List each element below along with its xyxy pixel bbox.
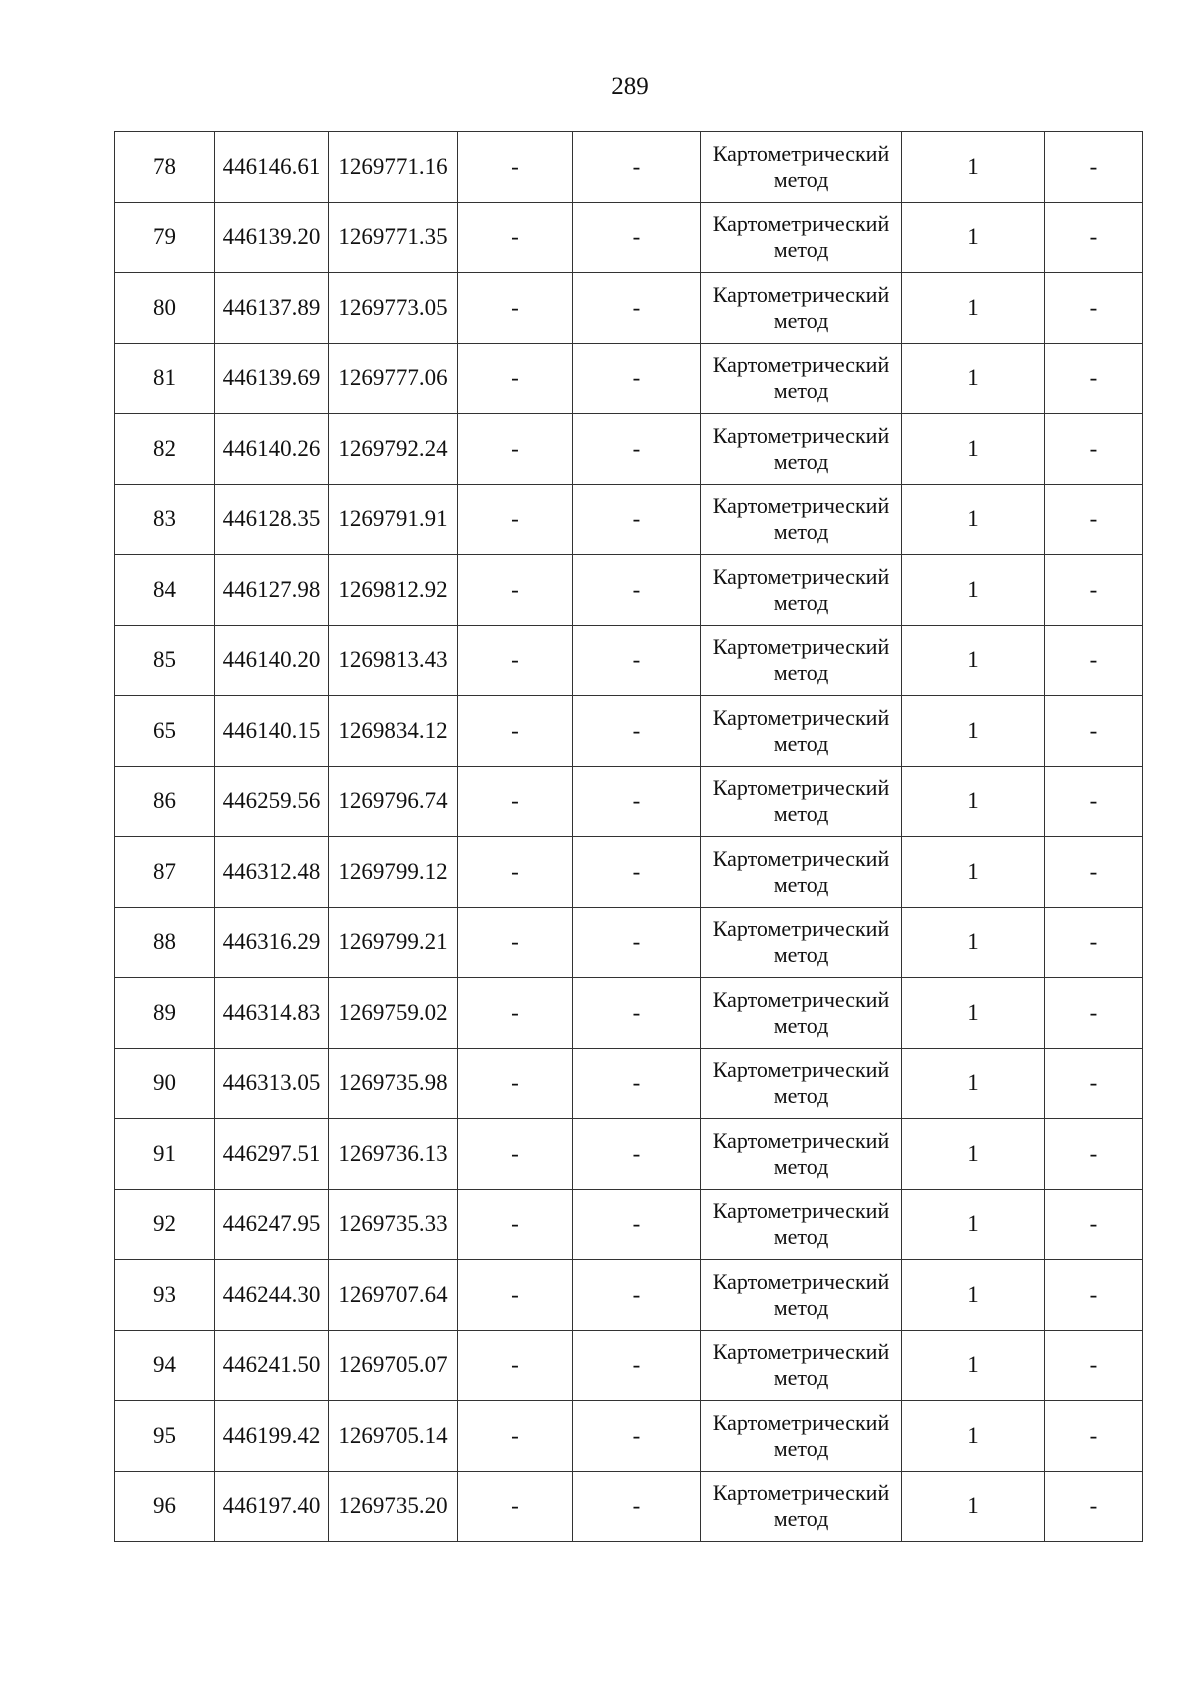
dash-cell: - xyxy=(573,555,701,626)
dash-cell: - xyxy=(573,343,701,414)
x-coordinate-cell: 446313.05 xyxy=(215,1048,329,1119)
dash-cell: - xyxy=(1045,1119,1143,1190)
table-row xyxy=(115,766,1143,837)
dash-cell: - xyxy=(573,1119,701,1190)
x-coordinate-cell: 446140.15 xyxy=(215,696,329,767)
method-line-2: метод xyxy=(773,801,829,827)
table-row xyxy=(115,1189,1143,1260)
x-coordinate-cell: 446139.20 xyxy=(215,202,329,273)
table-row xyxy=(115,273,1143,344)
method-line-2: метод xyxy=(773,1224,829,1250)
point-number-cell: 81 xyxy=(115,343,215,414)
dash-cell: - xyxy=(458,343,573,414)
dash-cell: - xyxy=(573,132,701,203)
method-cell xyxy=(701,202,902,273)
method-line-2: метод xyxy=(773,1294,829,1320)
method-line-2: метод xyxy=(773,307,829,333)
dash-cell: - xyxy=(1045,1401,1143,1472)
dash-cell: - xyxy=(458,414,573,485)
method-cell xyxy=(701,837,902,908)
accuracy-cell: 1 xyxy=(902,414,1045,485)
x-coordinate-cell: 446244.30 xyxy=(215,1260,329,1331)
method-cell xyxy=(701,696,902,767)
x-coordinate-cell: 446314.83 xyxy=(215,978,329,1049)
accuracy-cell: 1 xyxy=(902,343,1045,414)
method-line-1: Картометрический xyxy=(712,1339,890,1365)
method-cell xyxy=(701,1330,902,1401)
dash-cell: - xyxy=(458,1330,573,1401)
accuracy-cell: 1 xyxy=(902,696,1045,767)
accuracy-cell: 1 xyxy=(902,1260,1045,1331)
dash-cell: - xyxy=(573,696,701,767)
table-row xyxy=(115,1330,1143,1401)
method-line-1: Картометрический xyxy=(712,1057,890,1083)
dash-cell: - xyxy=(573,766,701,837)
point-number-cell: 92 xyxy=(115,1189,215,1260)
x-coordinate-cell: 446146.61 xyxy=(215,132,329,203)
dash-cell: - xyxy=(573,1471,701,1542)
accuracy-cell: 1 xyxy=(902,202,1045,273)
x-coordinate-cell: 446199.42 xyxy=(215,1401,329,1472)
method-line-1: Картометрический xyxy=(712,775,890,801)
dash-cell: - xyxy=(458,766,573,837)
method-line-2: метод xyxy=(773,378,829,404)
method-cell xyxy=(701,978,902,1049)
y-coordinate-cell: 1269796.74 xyxy=(329,766,458,837)
method-line-2: метод xyxy=(773,519,829,545)
accuracy-cell: 1 xyxy=(902,1048,1045,1119)
table-row xyxy=(115,696,1143,767)
dash-cell: - xyxy=(458,1119,573,1190)
dash-cell: - xyxy=(573,414,701,485)
point-number-cell: 86 xyxy=(115,766,215,837)
method-line-1: Картометрический xyxy=(712,211,890,237)
method-line-2: метод xyxy=(773,1153,829,1179)
dash-cell: - xyxy=(573,273,701,344)
dash-cell: - xyxy=(458,555,573,626)
dash-cell: - xyxy=(458,1189,573,1260)
method-line-1: Картометрический xyxy=(712,493,890,519)
table-row xyxy=(115,1048,1143,1119)
dash-cell: - xyxy=(1045,1471,1143,1542)
y-coordinate-cell: 1269705.14 xyxy=(329,1401,458,1472)
point-number-cell: 78 xyxy=(115,132,215,203)
method-cell xyxy=(701,625,902,696)
dash-cell: - xyxy=(573,907,701,978)
dash-cell: - xyxy=(458,625,573,696)
y-coordinate-cell: 1269799.21 xyxy=(329,907,458,978)
point-number-cell: 82 xyxy=(115,414,215,485)
y-coordinate-cell: 1269735.20 xyxy=(329,1471,458,1542)
accuracy-cell: 1 xyxy=(902,1401,1045,1472)
table-row xyxy=(115,484,1143,555)
point-number-cell: 87 xyxy=(115,837,215,908)
point-number-cell: 95 xyxy=(115,1401,215,1472)
x-coordinate-cell: 446241.50 xyxy=(215,1330,329,1401)
method-line-2: метод xyxy=(773,942,829,968)
method-line-1: Картометрический xyxy=(712,916,890,942)
method-line-2: метод xyxy=(773,1365,829,1391)
dash-cell: - xyxy=(573,202,701,273)
dash-cell: - xyxy=(1045,766,1143,837)
method-line-1: Картометрический xyxy=(712,281,890,307)
dash-cell: - xyxy=(458,907,573,978)
method-line-1: Картометрический xyxy=(712,422,890,448)
dash-cell: - xyxy=(573,1330,701,1401)
point-number-cell: 65 xyxy=(115,696,215,767)
method-line-1: Картометрический xyxy=(712,1268,890,1294)
dash-cell: - xyxy=(1045,978,1143,1049)
dash-cell: - xyxy=(1045,837,1143,908)
point-number-cell: 88 xyxy=(115,907,215,978)
dash-cell: - xyxy=(1045,1330,1143,1401)
y-coordinate-cell: 1269792.24 xyxy=(329,414,458,485)
table-row xyxy=(115,414,1143,485)
x-coordinate-cell: 446316.29 xyxy=(215,907,329,978)
point-number-cell: 90 xyxy=(115,1048,215,1119)
dash-cell: - xyxy=(573,1189,701,1260)
coordinates-table-body xyxy=(115,132,1143,1542)
point-number-cell: 96 xyxy=(115,1471,215,1542)
x-coordinate-cell: 446247.95 xyxy=(215,1189,329,1260)
x-coordinate-cell: 446139.69 xyxy=(215,343,329,414)
dash-cell: - xyxy=(458,1401,573,1472)
y-coordinate-cell: 1269777.06 xyxy=(329,343,458,414)
y-coordinate-cell: 1269791.91 xyxy=(329,484,458,555)
dash-cell: - xyxy=(458,837,573,908)
x-coordinate-cell: 446127.98 xyxy=(215,555,329,626)
dash-cell: - xyxy=(1045,696,1143,767)
point-number-cell: 84 xyxy=(115,555,215,626)
dash-cell: - xyxy=(458,978,573,1049)
x-coordinate-cell: 446128.35 xyxy=(215,484,329,555)
table-row xyxy=(115,907,1143,978)
method-line-2: метод xyxy=(773,589,829,615)
method-cell xyxy=(701,1471,902,1542)
table-row xyxy=(115,1119,1143,1190)
point-number-cell: 85 xyxy=(115,625,215,696)
method-line-2: метод xyxy=(773,660,829,686)
dash-cell: - xyxy=(1045,484,1143,555)
dash-cell: - xyxy=(573,837,701,908)
point-number-cell: 91 xyxy=(115,1119,215,1190)
dash-cell: - xyxy=(1045,343,1143,414)
method-cell xyxy=(701,907,902,978)
table-row xyxy=(115,1471,1143,1542)
method-line-1: Картометрический xyxy=(712,140,890,166)
method-cell xyxy=(701,1401,902,1472)
accuracy-cell: 1 xyxy=(902,1189,1045,1260)
method-cell xyxy=(701,273,902,344)
dash-cell: - xyxy=(1045,132,1143,203)
y-coordinate-cell: 1269771.35 xyxy=(329,202,458,273)
page-number: 289 xyxy=(611,73,649,100)
x-coordinate-cell: 446197.40 xyxy=(215,1471,329,1542)
accuracy-cell: 1 xyxy=(902,766,1045,837)
method-line-1: Картометрический xyxy=(712,634,890,660)
table-row xyxy=(115,837,1143,908)
y-coordinate-cell: 1269812.92 xyxy=(329,555,458,626)
method-line-1: Картометрический xyxy=(712,563,890,589)
method-cell xyxy=(701,1119,902,1190)
x-coordinate-cell: 446140.26 xyxy=(215,414,329,485)
dash-cell: - xyxy=(458,132,573,203)
dash-cell: - xyxy=(573,1048,701,1119)
dash-cell: - xyxy=(458,1260,573,1331)
dash-cell: - xyxy=(458,484,573,555)
accuracy-cell: 1 xyxy=(902,625,1045,696)
method-line-1: Картометрический xyxy=(712,1127,890,1153)
method-line-1: Картометрический xyxy=(712,1409,890,1435)
point-number-cell: 93 xyxy=(115,1260,215,1331)
method-line-2: метод xyxy=(773,1012,829,1038)
x-coordinate-cell: 446259.56 xyxy=(215,766,329,837)
method-line-2: метод xyxy=(773,237,829,263)
dash-cell: - xyxy=(573,978,701,1049)
method-cell xyxy=(701,1189,902,1260)
dash-cell: - xyxy=(573,484,701,555)
dash-cell: - xyxy=(1045,1260,1143,1331)
method-cell xyxy=(701,484,902,555)
y-coordinate-cell: 1269799.12 xyxy=(329,837,458,908)
point-number-cell: 83 xyxy=(115,484,215,555)
method-line-1: Картометрический xyxy=(712,986,890,1012)
accuracy-cell: 1 xyxy=(902,1119,1045,1190)
dash-cell: - xyxy=(1045,907,1143,978)
method-line-2: метод xyxy=(773,166,829,192)
method-line-2: метод xyxy=(773,730,829,756)
dash-cell: - xyxy=(1045,273,1143,344)
y-coordinate-cell: 1269771.16 xyxy=(329,132,458,203)
accuracy-cell: 1 xyxy=(902,555,1045,626)
x-coordinate-cell: 446297.51 xyxy=(215,1119,329,1190)
table-row xyxy=(115,1260,1143,1331)
accuracy-cell: 1 xyxy=(902,273,1045,344)
method-cell xyxy=(701,555,902,626)
method-line-1: Картометрический xyxy=(712,1198,890,1224)
accuracy-cell: 1 xyxy=(902,1471,1045,1542)
table-row xyxy=(115,132,1143,203)
y-coordinate-cell: 1269813.43 xyxy=(329,625,458,696)
y-coordinate-cell: 1269759.02 xyxy=(329,978,458,1049)
dash-cell: - xyxy=(1045,414,1143,485)
method-cell xyxy=(701,132,902,203)
point-number-cell: 94 xyxy=(115,1330,215,1401)
accuracy-cell: 1 xyxy=(902,132,1045,203)
method-line-2: метод xyxy=(773,1506,829,1532)
accuracy-cell: 1 xyxy=(902,1330,1045,1401)
accuracy-cell: 1 xyxy=(902,907,1045,978)
dash-cell: - xyxy=(573,1260,701,1331)
y-coordinate-cell: 1269773.05 xyxy=(329,273,458,344)
table-row xyxy=(115,555,1143,626)
method-cell xyxy=(701,1048,902,1119)
method-line-1: Картометрический xyxy=(712,704,890,730)
dash-cell: - xyxy=(573,625,701,696)
dash-cell: - xyxy=(458,696,573,767)
dash-cell: - xyxy=(1045,202,1143,273)
accuracy-cell: 1 xyxy=(902,837,1045,908)
dash-cell: - xyxy=(1045,1189,1143,1260)
table-row xyxy=(115,1401,1143,1472)
x-coordinate-cell: 446312.48 xyxy=(215,837,329,908)
y-coordinate-cell: 1269735.33 xyxy=(329,1189,458,1260)
y-coordinate-cell: 1269735.98 xyxy=(329,1048,458,1119)
y-coordinate-cell: 1269736.13 xyxy=(329,1119,458,1190)
accuracy-cell: 1 xyxy=(902,978,1045,1049)
method-line-2: метод xyxy=(773,871,829,897)
dash-cell: - xyxy=(1045,625,1143,696)
method-cell xyxy=(701,1260,902,1331)
point-number-cell: 89 xyxy=(115,978,215,1049)
y-coordinate-cell: 1269834.12 xyxy=(329,696,458,767)
method-line-2: метод xyxy=(773,1083,829,1109)
x-coordinate-cell: 446137.89 xyxy=(215,273,329,344)
method-cell xyxy=(701,766,902,837)
table-row xyxy=(115,625,1143,696)
dash-cell: - xyxy=(573,1401,701,1472)
y-coordinate-cell: 1269707.64 xyxy=(329,1260,458,1331)
dash-cell: - xyxy=(1045,555,1143,626)
y-coordinate-cell: 1269705.07 xyxy=(329,1330,458,1401)
table-row xyxy=(115,343,1143,414)
dash-cell: - xyxy=(458,202,573,273)
point-number-cell: 79 xyxy=(115,202,215,273)
coordinates-table xyxy=(114,131,1143,1542)
dash-cell: - xyxy=(1045,1048,1143,1119)
dash-cell: - xyxy=(458,1471,573,1542)
method-line-1: Картометрический xyxy=(712,845,890,871)
point-number-cell: 80 xyxy=(115,273,215,344)
method-line-2: метод xyxy=(773,1435,829,1461)
method-cell xyxy=(701,414,902,485)
method-cell xyxy=(701,343,902,414)
accuracy-cell: 1 xyxy=(902,484,1045,555)
table-row xyxy=(115,978,1143,1049)
method-line-2: метод xyxy=(773,448,829,474)
method-line-1: Картометрический xyxy=(712,1480,890,1506)
method-line-1: Картометрический xyxy=(712,352,890,378)
dash-cell: - xyxy=(458,273,573,344)
table-row xyxy=(115,202,1143,273)
dash-cell: - xyxy=(458,1048,573,1119)
x-coordinate-cell: 446140.20 xyxy=(215,625,329,696)
